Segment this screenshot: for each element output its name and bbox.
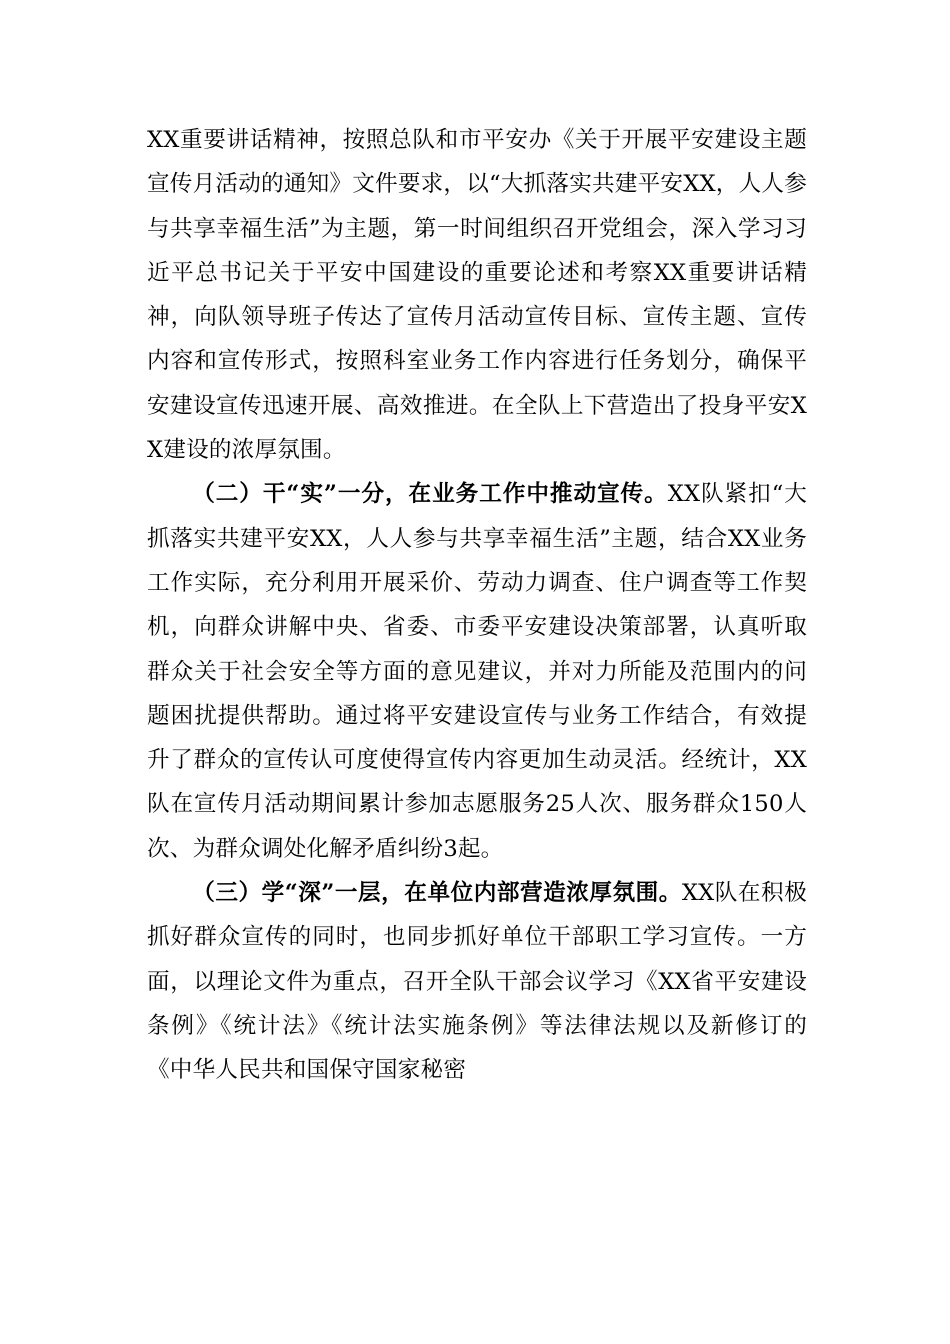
paragraph-continuation [147,118,807,472]
paragraph-section-2 [147,472,807,871]
section-heading-3: （三）学“深”一层，在单位内部营造浓厚氛围。 [192,880,682,907]
paragraph-section-3 [147,871,807,1092]
paragraph-text: XX队紧扣“大抓落实共建平安XX，人人参与共享幸福生活”主题，结合XX业务工作实际，充分利用开展采价、劳动力调查、住户调查等工作契机，向群众讲解中央、省委、市委平安建设决策部署，认真听取群众关于社会安全等方面的意见建议，并对力所能及范围内的问题困扰提供帮助。通过将平安建设宣传与业务工作结合，有效提升了群众的宣传认可度使得宣传内容更加生动灵活。经统计，XX队在宣传月活动期间累计参加志愿服务25人次、服务群众150人次、为群众调处化解矛盾纠纷3起。 [147,481,807,862]
paragraph-text: XX队在积极抓好群众宣传的同时，也同步抓好单位干部职工学习宣传。一方面，以理论文件为重点，召开全队干部会议学习《XX省平安建设条例》《统计法》《统计法实施条例》等法律法规以及新修订的《中华人民共和国保守国家秘密 [147,880,807,1084]
paragraph-text: XX重要讲话精神，按照总队和市平安办《关于开展平安建设主题宣传月活动的通知》文件要求，以“大抓落实共建平安XX，人人参与共享幸福生活”为主题，第一时间组织召开党组会，深入学习习近平总书记关于平安中国建设的重要论述和考察XX重要讲话精神，向队领导班子传达了宣传月活动宣传目标、宣传主题、宣传内容和宣传形式，按照科室业务工作内容进行任务划分，确保平安建设宣传迅速开展、高效推进。在全队上下营造出了投身平安XX建设的浓厚氛围。 [147,127,807,464]
section-heading-2: （二）干“实”一分，在业务工作中推动宣传。 [192,481,668,508]
document-body [147,118,807,1093]
